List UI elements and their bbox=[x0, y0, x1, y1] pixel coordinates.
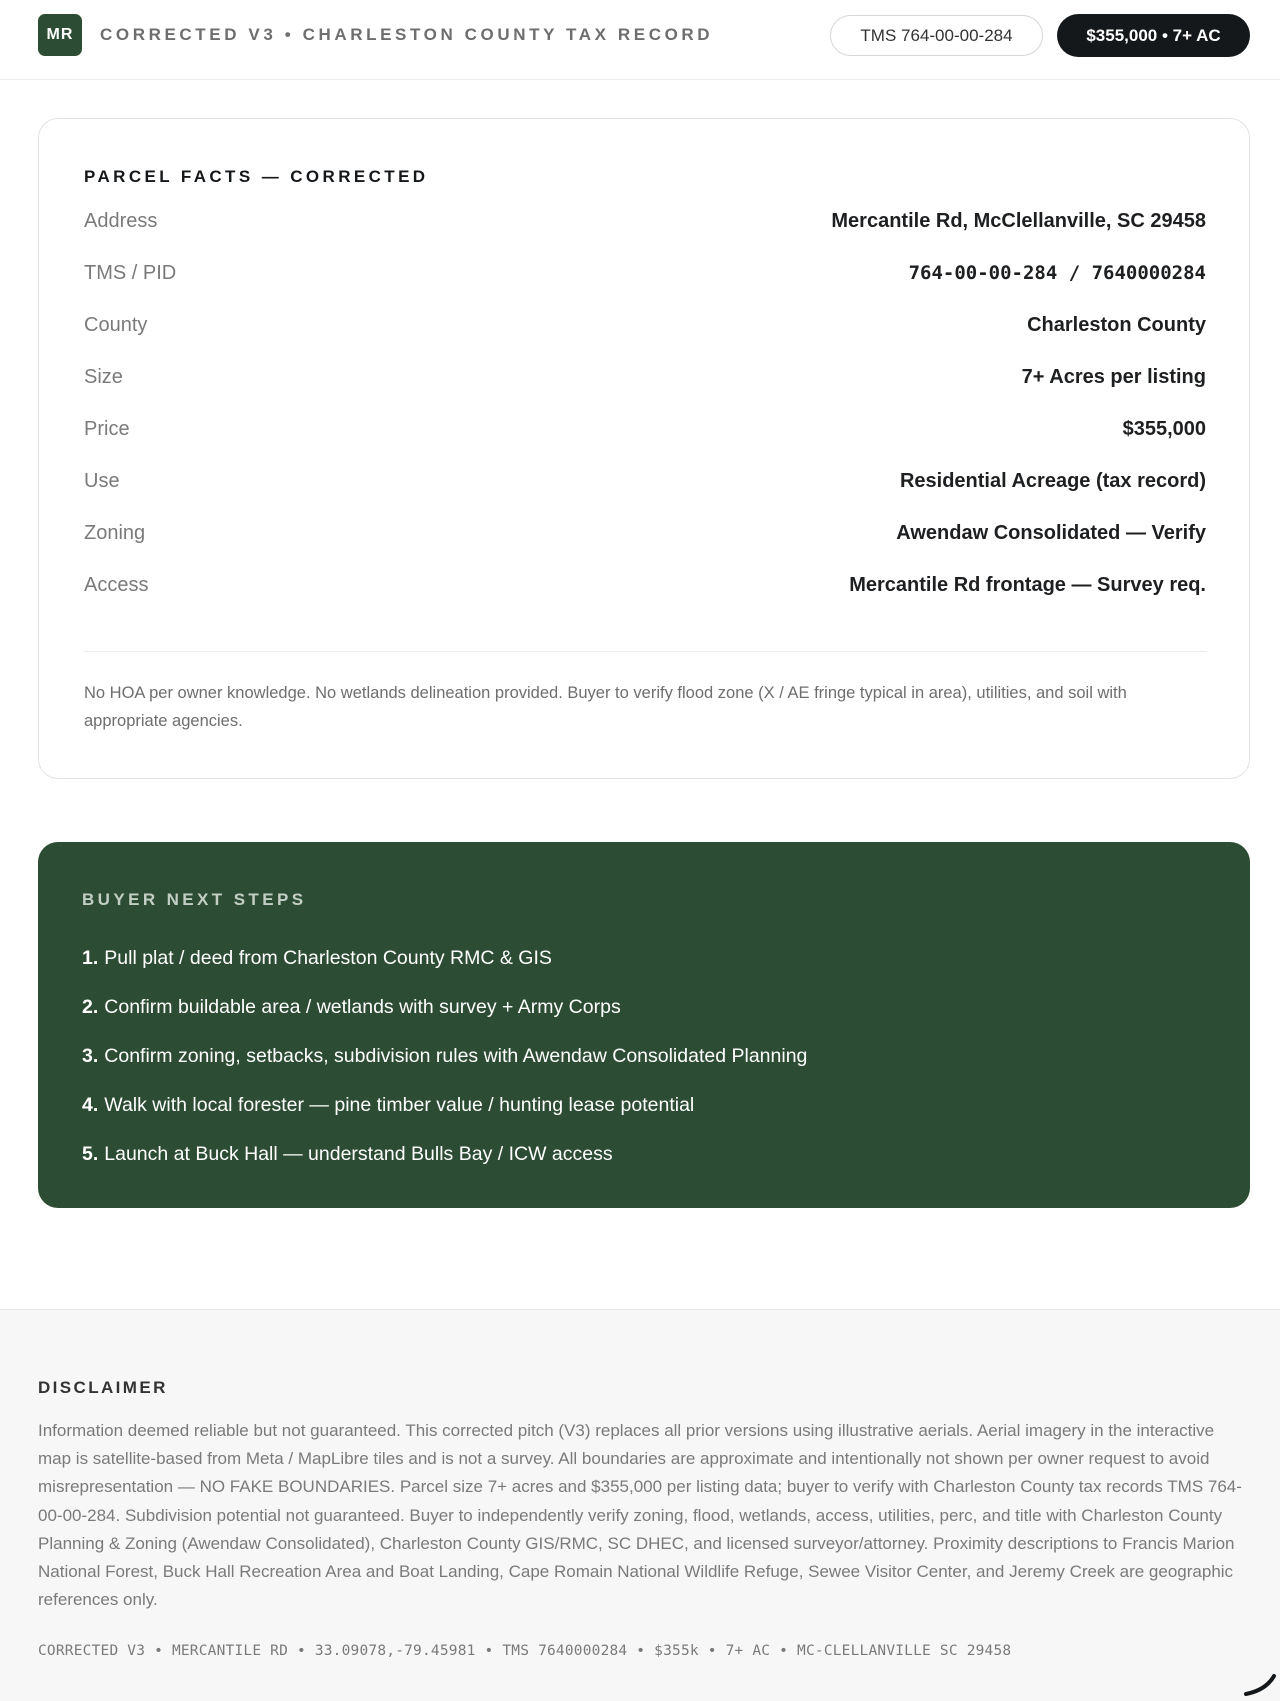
fact-value: 764-00-00-284 / 7640000284 bbox=[908, 262, 1206, 284]
fact-row-price bbox=[84, 403, 1206, 455]
fact-value: Awendaw Consolidated — Verify bbox=[896, 521, 1206, 544]
fact-row-zoning bbox=[84, 507, 1206, 559]
step-text: Confirm zoning, setbacks, subdivision rules with Awendaw Consolidated Planning bbox=[104, 1045, 808, 1067]
fact-row-size bbox=[84, 351, 1206, 403]
fact-row-use bbox=[84, 455, 1206, 507]
step-text: Pull plat / deed from Charleston County RMC & GIS bbox=[104, 947, 552, 969]
step-number: 1. bbox=[82, 947, 99, 969]
next-steps-list bbox=[82, 934, 807, 1179]
fact-value: Residential Acreage (tax record) bbox=[899, 469, 1206, 492]
page-title: CORRECTED V3 • CHARLESTON COUNTY TAX RECORD bbox=[100, 25, 714, 44]
fact-row-county bbox=[84, 299, 1206, 351]
fact-value: 7+ Acres per listing bbox=[1021, 365, 1206, 388]
step-number: 5. bbox=[82, 1143, 99, 1165]
list-item bbox=[82, 1130, 807, 1179]
list-item bbox=[82, 1081, 807, 1130]
step-text: Launch at Buck Hall — understand Bulls Bay / ICW access bbox=[104, 1143, 613, 1165]
parcel-facts-list bbox=[84, 195, 1206, 611]
fact-label: Use bbox=[84, 469, 120, 492]
parcel-facts-card bbox=[38, 118, 1250, 779]
list-item bbox=[82, 934, 807, 983]
step-text: Walk with local forester — pine timber value / hunting lease potential bbox=[104, 1094, 695, 1116]
list-item bbox=[82, 983, 807, 1032]
fact-value: Charleston County bbox=[1027, 313, 1206, 336]
step-text: Confirm buildable area / wetlands with survey + Army Corps bbox=[104, 996, 621, 1018]
fact-row-tms-pid bbox=[84, 247, 1206, 299]
fact-value: Mercantile Rd, McClellanville, SC 29458 bbox=[831, 209, 1206, 232]
list-item bbox=[82, 1032, 807, 1081]
fact-label: Address bbox=[84, 209, 158, 232]
brand-logo[interactable]: MR bbox=[38, 14, 82, 56]
next-steps-heading: BUYER NEXT STEPS bbox=[82, 890, 307, 909]
fact-value: Mercantile Rd frontage — Survey req. bbox=[849, 573, 1206, 596]
fact-row-access bbox=[84, 559, 1206, 611]
tms-badge[interactable]: TMS 764-00-00-284 bbox=[830, 15, 1043, 56]
fact-label: Size bbox=[84, 365, 123, 388]
parcel-facts-heading: PARCEL FACTS — CORRECTED bbox=[84, 167, 429, 186]
fact-value: $355,000 bbox=[1122, 417, 1206, 440]
fact-label: Price bbox=[84, 417, 130, 440]
fact-label: Zoning bbox=[84, 521, 146, 544]
disclaimer-text: Information deemed reliable but not guaranteed. This corrected pitch (V3) replaces all prior versions using illustrative aerials. Aerial imagery in the interactive map is satellite-based from Meta / MapLibre tiles and is not a survey. All boundaries are approximate and intentionally not shown per owner request to avoid misrepresentation — NO FAKE BOUNDARIES. Parcel size 7+ acres and $355,000 per listing data; buyer to verify with Charleston County tax records TMS 764-00-00-284. Subdivision potential not guaranteed. Buyer to independently verify zoning, flood, wetlands, access, utilities, perc, and title with Charleston County Planning & Zoning (Awendaw Consolidated), Charleston County GIS/RMC, SC DHEC, and licensed surveyor/attorney. Proximity descriptions to Francis Marion National Forest, Buck Hall Recreation Area and Boat Landing, Cape Romain National Wildlife Refuge, Sewee Visitor Center, and Jeremy Creek are geographic references only. bbox=[38, 1421, 1242, 1610]
fact-row-address bbox=[84, 195, 1206, 247]
buyer-next-steps-panel bbox=[38, 842, 1250, 1208]
loading-arc-icon bbox=[1240, 1642, 1280, 1701]
disclaimer-heading: DISCLAIMER bbox=[38, 1378, 168, 1397]
fact-label: Access bbox=[84, 573, 149, 596]
price-badge[interactable]: $355,000 • 7+ AC bbox=[1057, 14, 1250, 57]
fact-label: TMS / PID bbox=[84, 261, 177, 284]
step-number: 2. bbox=[82, 996, 99, 1018]
step-number: 3. bbox=[82, 1045, 99, 1067]
footer-meta-line: CORRECTED V3 • MERCANTILE RD • 33.09078,-79.45981 • TMS 7640000284 • $355k • 7+ AC • MC-CLELLANVILLE SC 29458 bbox=[38, 1643, 1012, 1659]
parcel-note: No HOA per owner knowledge. No wetlands delineation provided. Buyer to verify flood zone (X / AE fringe typical in area), utilities, and soil with appropriate agencies. bbox=[84, 684, 1127, 730]
top-header bbox=[0, 0, 1280, 80]
disclaimer-section bbox=[0, 1309, 1280, 1701]
divider bbox=[84, 651, 1206, 652]
fact-label: County bbox=[84, 313, 148, 336]
step-number: 4. bbox=[82, 1094, 99, 1116]
